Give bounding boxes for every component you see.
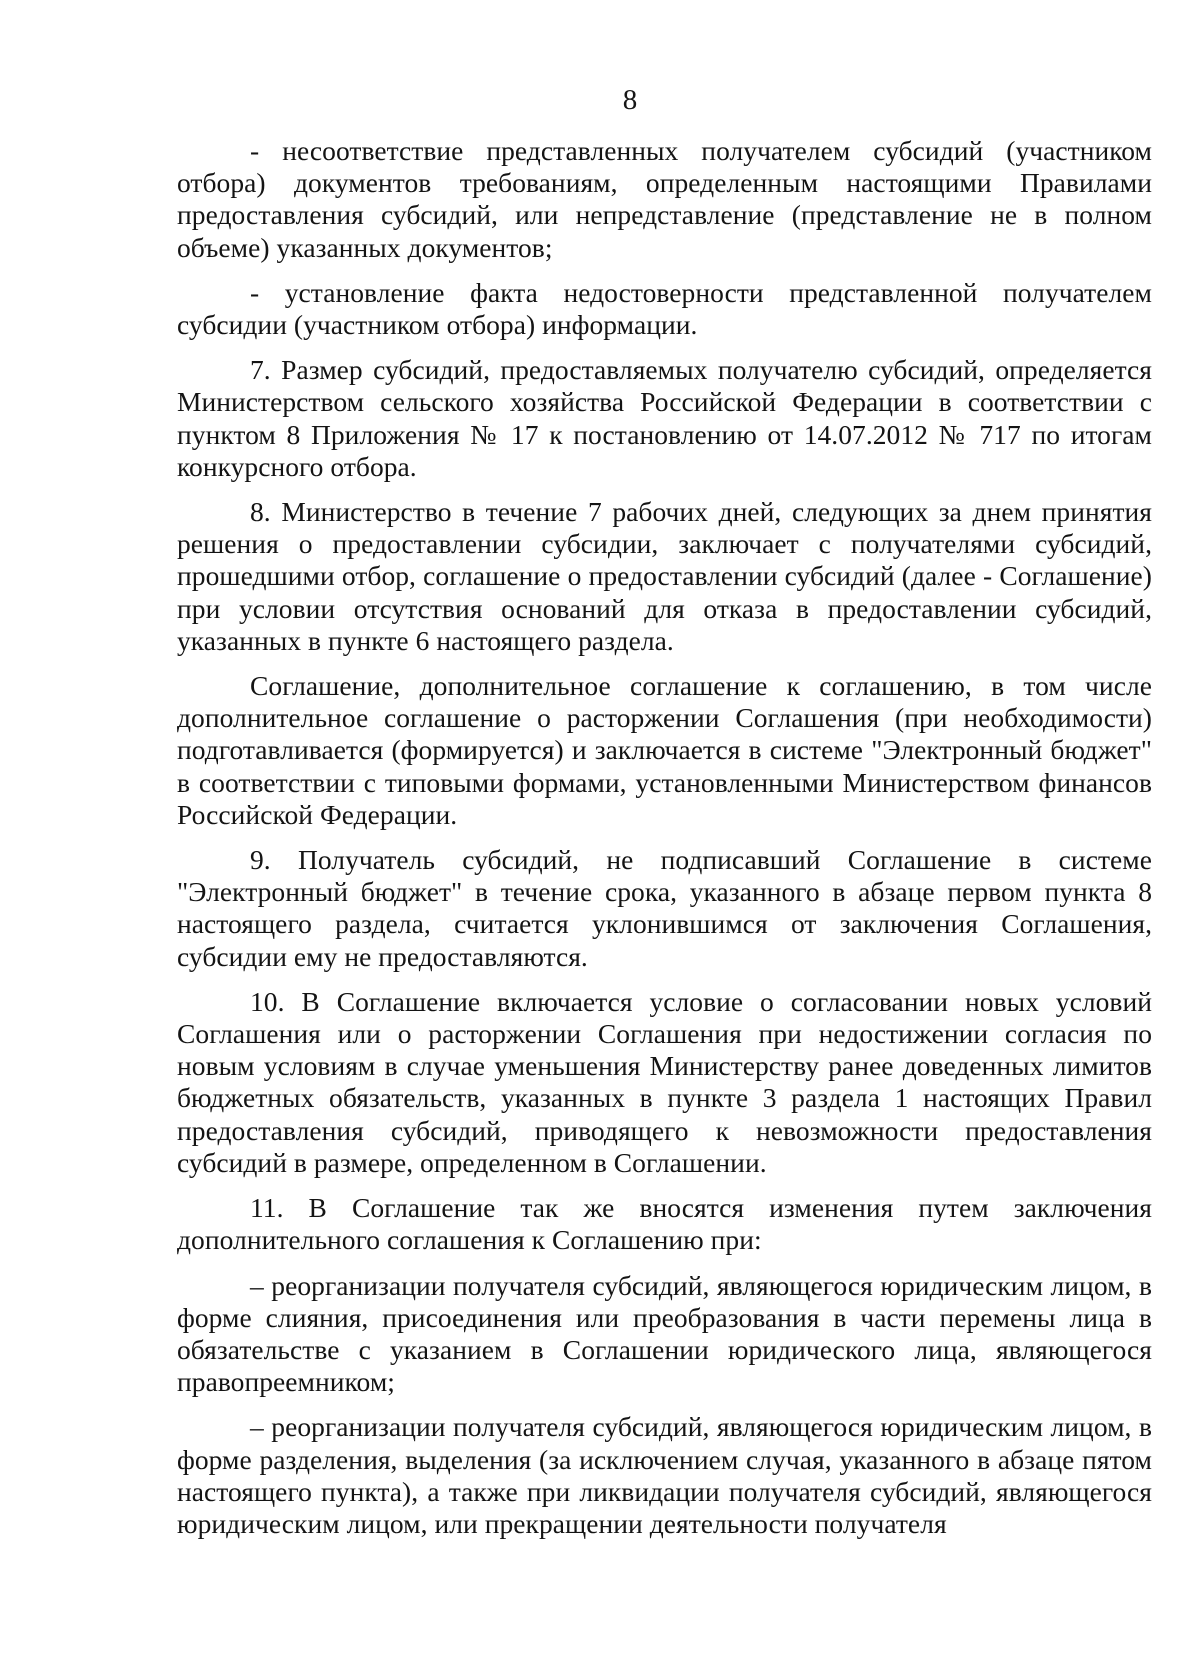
- paragraph-agreement-system: Соглашение, дополнительное соглашение к соглашению, в том числе дополнительное соглашение о расторжении Соглашения (при необходимости) подготавливается (формируется) и заключается в системе "Электронный бюджет" в соответствии с типовыми формами, установленными Министерством финансов Российской Федерации.: [177, 670, 1152, 830]
- paragraph-item-8: 8. Министерство в течение 7 рабочих дней, следующих за днем принятия решения о предоставлении субсидии, заключает с получателями субсидий, прошедшими отбор, соглашение о предоставлении субсидий (далее - Соглашение) при условии отсутствия оснований для отказа в предоставлении субсидий, указанных в пункте 6 настоящего раздела.: [177, 496, 1152, 656]
- document-body: [177, 135, 1152, 1553]
- paragraph-reorganization-merger: – реорганизации получателя субсидий, являющегося юридическим лицом, в форме слияния, присоединения или преобразования в части перемены лица в обязательстве с указанием в Соглашении юридического лица, являющегося правопреемником;: [177, 1269, 1152, 1398]
- paragraph-reorganization-division: – реорганизации получателя субсидий, являющегося юридическим лицом, в форме разделения, выделения (за исключением случая, указанного в абзаце пятом настоящего пункта), а также при ликвидации получателя субсидий, являющегося юридическим лицом, или прекращении деятельности получателя: [177, 1411, 1152, 1539]
- paragraph-item-9: 9. Получатель субсидий, не подписавший Соглашение в системе "Электронный бюджет" в течение срока, указанного в абзаце первом пункта 8 настоящего раздела, считается уклонившимся от заключения Соглашения, субсидии ему не предоставляются.: [177, 844, 1152, 972]
- paragraph-item-10: 10. В Соглашение включается условие о согласовании новых условий Соглашения или о расторжении Соглашения при недостижении согласия по новым условиям в случае уменьшения Министерству ранее доведенных лимитов бюджетных обязательств, указанных в пункте 3 раздела 1 настоящих Правил предоставления субсидий, приводящего к невозможности предоставления субсидий в размере, определенном в Соглашении.: [177, 985, 1152, 1178]
- paragraph-unreliable-info: - установление факта недостоверности представленной получателем субсидии (участником отбора) информации.: [177, 276, 1152, 341]
- paragraph-item-7: 7. Размер субсидий, предоставляемых получателю субсидий, определяется Министерством сельского хозяйства Российской Федерации в соответствии с пунктом 8 Приложения № 17 к постановлению от 14.07.2012 № 717 по итогам конкурсного отбора.: [177, 354, 1152, 482]
- paragraph-item-11: 11. В Соглашение так же вносятся изменения путем заключения дополнительного соглашения к Соглашению при:: [177, 1192, 1152, 1256]
- page-number: 8: [622, 84, 638, 116]
- paragraph-noncompliance: - несоответствие представленных получателем субсидий (участником отбора) документов требованиям, определенным настоящими Правилами предоставления субсидий, или непредставление (представление не в полном объеме) указанных документов;: [177, 135, 1152, 263]
